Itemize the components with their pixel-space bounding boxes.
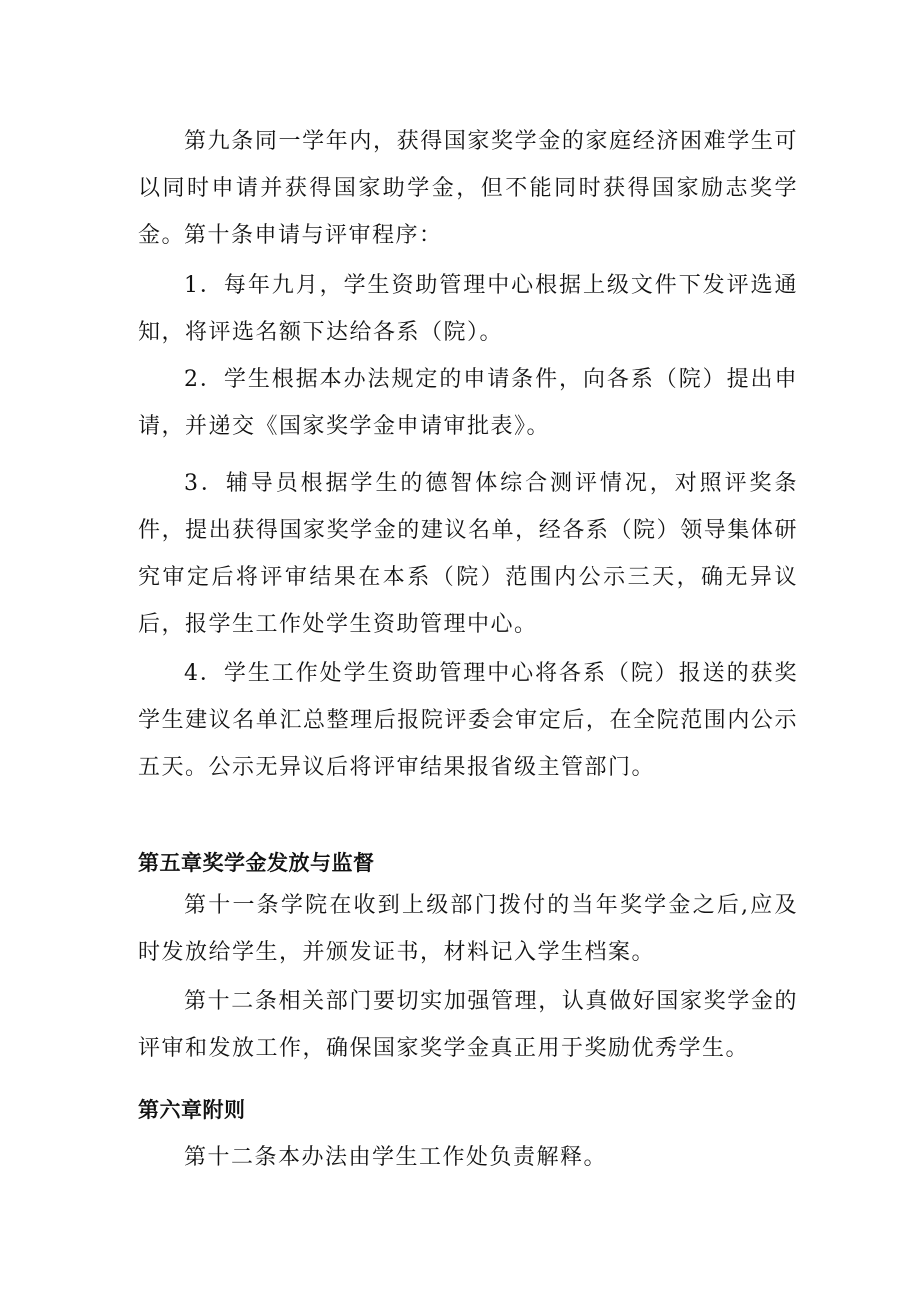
chapter-6-heading: 第六章附则 <box>138 1097 246 1122</box>
article-12-paragraph: 第十二条相关部门要切实加强管理，认真做好国家奖学金的评审和发放工作，确保国家奖学金真正用于奖励优秀学生。 <box>138 989 798 1061</box>
procedure-step-4: 4．学生工作处学生资助管理中心将各系（院）报送的获奖学生建议名单汇总整理后报院评委会审定后，在全院范围内公示五天。公示无异议后将评审结果报省级主管部门。 <box>138 661 798 780</box>
procedure-step-2: 2．学生根据本办法规定的申请条件，向各系（院）提出申请，并递交《国家奖学金申请审批表》。 <box>138 367 798 439</box>
article-10-paragraph: 第十条申请与评审程序： <box>184 223 443 248</box>
article-9-paragraph: 第九条同一学年内，获得国家奖学金的家庭经济困难学生可以同时申请并获得国家助学金，但不能同时获得国家励志奖学金。 <box>138 129 798 248</box>
article-11-paragraph: 第十一条学院在收到上级部门拨付的当年奖学金之后,应及时发放给学生，并颁发证书，材料记入学生档案。 <box>138 893 798 965</box>
procedure-step-1: 1．每年九月，学生资助管理中心根据上级文件下发评选通知，将评选名额下达给各系（院）。 <box>138 273 798 345</box>
chapter-5-heading: 第五章奖学金发放与监督 <box>138 850 375 875</box>
interpretation-paragraph: 第十二条本办法由学生工作处负责解释。 <box>184 1145 608 1170</box>
procedure-step-3: 3．辅导员根据学生的德智体综合测评情况，对照评奖条件，提出获得国家奖学金的建议名单，经各系（院）领导集体研究审定后将评审结果在本系（院）范围内公示三天，确无异议后，报学生工作处学生资助管理中心。 <box>138 471 798 637</box>
